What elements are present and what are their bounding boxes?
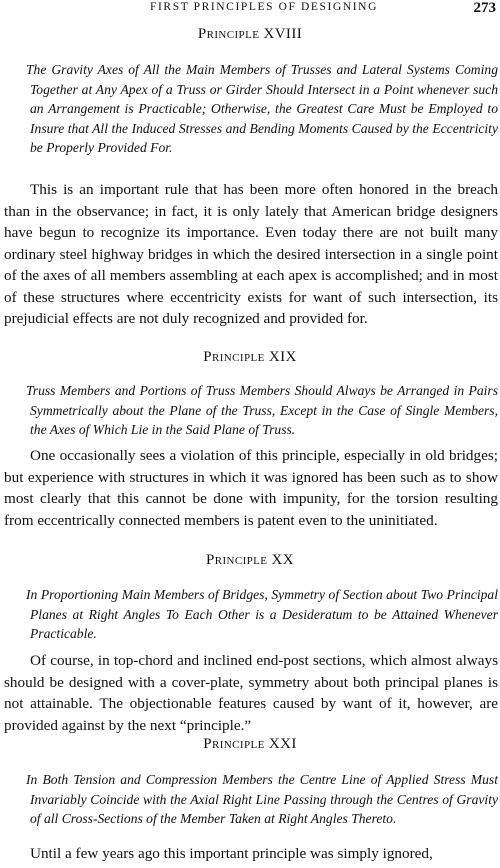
- principle-statement: In Proportioning Main Members of Bridges, Symmetry of Section about Two Principal Planes at Right Angles To Each Other is a Desideratum to be Attained Whenever Practicable.: [26, 587, 498, 641]
- principle-heading: Principle XVIII: [197, 26, 303, 42]
- principle-heading: Principle XIX: [203, 349, 297, 365]
- body-paragraph: This is an important rule that has been more often honored in the breach than in the observance; in fact, it is only lately that American bridge designers have begun to recognize its importance. Even today there are not built many ordinary steel highway bridges in which the desired intersection in a single point of the axes of all members assembling at each apex is accomplished; and in most of these structures where eccentricity exists for want of such intersection, its prejudicial effects are not duly recognized and provided for.: [4, 181, 498, 327]
- principle-heading: Principle XXI: [203, 736, 297, 752]
- principle-statement: The Gravity Axes of All the Main Members of Trusses and Lateral Systems Coming Together at Any Apex of a Truss or Girder Should Intersect in a Point whenever such an Arrangement is Practicable; Otherwise, the Greatest Care Must be Employed to Insure that All the Induced Stresses and Bending Moments Caused by the Eccentricity be Properly Provided For.: [26, 62, 498, 155]
- running-head: [0, 0, 500, 18]
- principle-heading: Principle XX: [205, 552, 295, 568]
- body-paragraph: Until a few years ago this important principle was simply ignored,: [30, 845, 433, 862]
- page-number: 273: [473, 0, 496, 16]
- principle-statement: Truss Members and Portions of Truss Members Should Always be Arranged in Pairs Symmetrically about the Plane of the Truss, Except in the Case of Single Members, the Axes of Which Lie in the Said Plane of Truss.: [26, 383, 498, 437]
- body-paragraph: One occasionally sees a violation of this principle, especially in old bridges; but experience with structures in which it was ignored has been such as to show most clearly that this cannot be done with impunity, for the torsion resulting from eccentrically connected members is patent even to the uninitiated.: [4, 447, 498, 529]
- running-head-title: FIRST PRINCIPLES OF DESIGNING: [150, 1, 378, 13]
- principle-statement: In Both Tension and Compression Members the Centre Line of Applied Stress Must Invariably Coincide with the Axial Right Line Passing through the Centres of Gravity of all Cross-Sections of the Member Taken at Right Angles Thereto.: [26, 772, 498, 826]
- body-paragraph: Of course, in top-chord and inclined end-post sections, which almost always should be designed with a cover-plate, symmetry about both principal planes is not attainable. The objectionable features caused by want of it, however, are provided against by the next “principle.”: [4, 652, 498, 734]
